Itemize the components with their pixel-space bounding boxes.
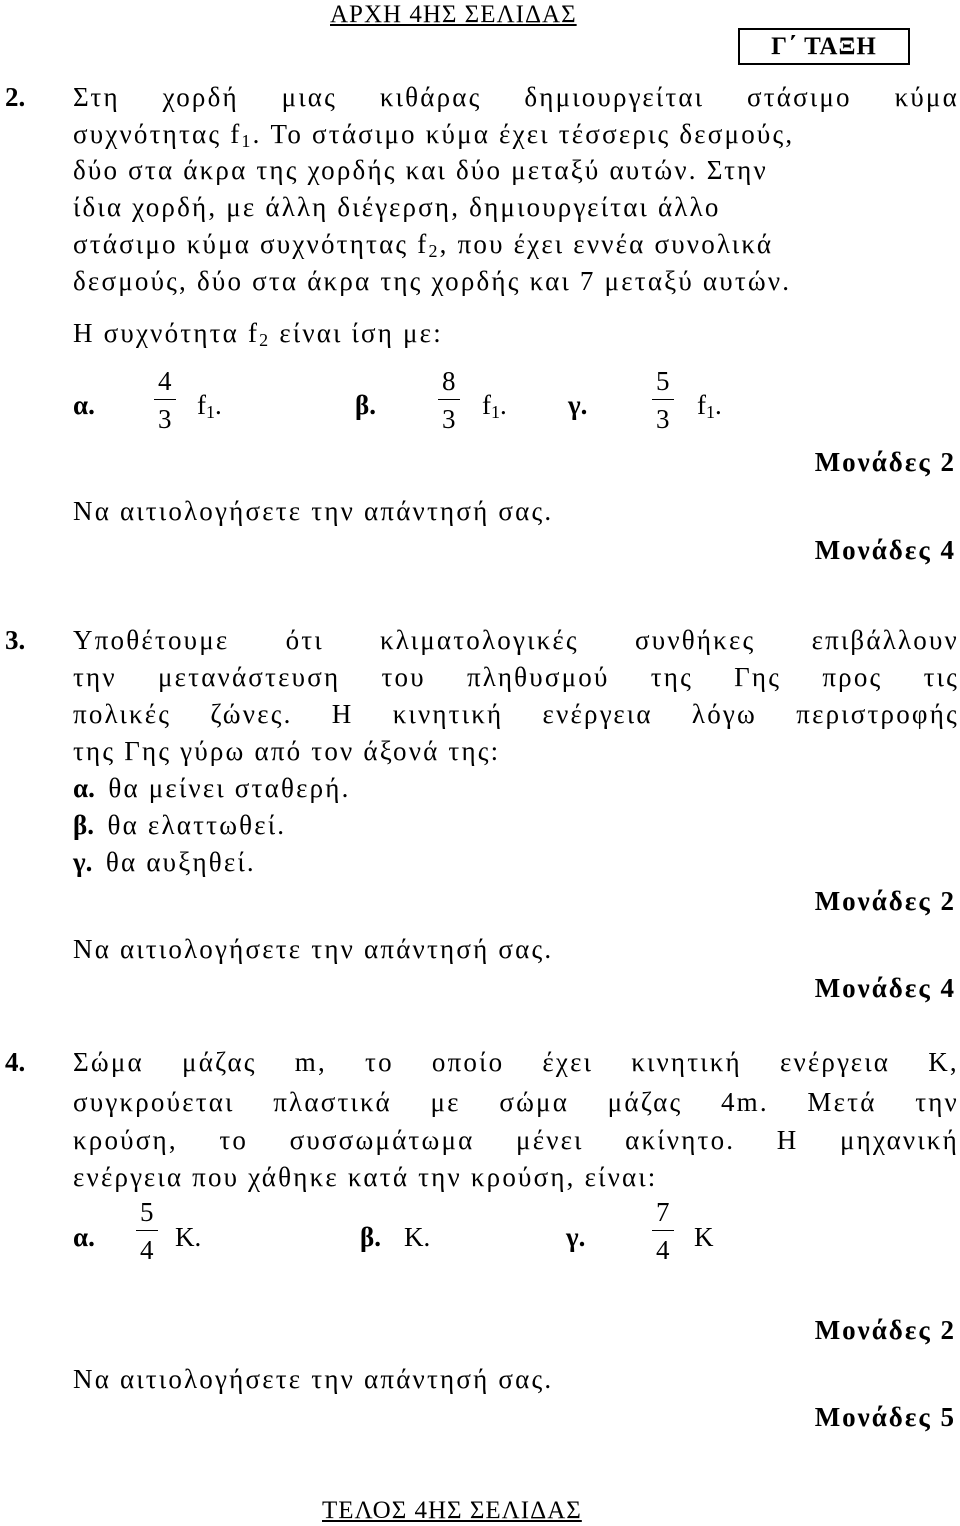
option-label: β. — [73, 810, 94, 840]
word: 4m. — [720, 1087, 769, 1117]
option-b-label: β. — [355, 390, 376, 420]
q2-line-4: ίδια χορδή, με άλλη διέγερση, δημιουργείται άλλο — [73, 192, 721, 222]
text: f — [482, 390, 491, 420]
denominator: 4 — [656, 1235, 670, 1265]
subscript: 2 — [259, 330, 271, 350]
word: σώμα — [499, 1087, 570, 1117]
word: Σώμα — [73, 1047, 144, 1077]
text: , που έχει εννέα συνολικά — [439, 229, 774, 259]
word: με — [430, 1087, 461, 1117]
word: Στη — [73, 82, 120, 112]
option-a-label: α. — [73, 1222, 95, 1252]
denominator: 4 — [140, 1235, 154, 1265]
option-c-var — [697, 392, 722, 421]
word: μιας — [281, 82, 338, 112]
question-number: 2. — [5, 82, 26, 112]
q3-line-4: της Γης γύρω από τον άξονά της: — [73, 736, 501, 766]
word: μένει — [516, 1125, 584, 1155]
word: του — [381, 662, 426, 692]
denominator: 3 — [158, 404, 172, 434]
text: f — [697, 390, 706, 420]
word: περιστροφής — [796, 699, 959, 729]
option-a-label: α. — [73, 390, 95, 420]
q3-line-2 — [73, 664, 959, 691]
text: στάσιμο κύμα συχνότητας f — [73, 229, 429, 259]
option-text: θα μείνει σταθερή. — [108, 773, 351, 803]
word: συγκρούεται — [73, 1087, 235, 1117]
word: κλιματολογικές — [380, 625, 579, 655]
word: τις — [923, 662, 959, 692]
option-text: θα αυξηθεί. — [105, 847, 256, 877]
q4-line-3 — [73, 1127, 959, 1154]
q4-line-2 — [73, 1089, 959, 1116]
points-2: Μονάδες 2 — [814, 447, 956, 477]
q3-line-3 — [73, 701, 959, 728]
word: έχει — [542, 1047, 594, 1077]
option-a-fraction — [148, 368, 182, 433]
word: Μετά — [807, 1087, 877, 1117]
option-b-label: β. — [360, 1222, 381, 1252]
text: Η συχνότητα f — [73, 318, 260, 348]
word: κρούση, — [73, 1125, 178, 1155]
option-c — [73, 849, 256, 876]
numerator: 4 — [154, 368, 176, 400]
word: πολικές — [73, 699, 172, 729]
q4-line-4: ενέργεια που χάθηκε κατά την κρούση, είναι: — [73, 1162, 658, 1192]
word: την — [915, 1087, 959, 1117]
word: m, — [294, 1047, 327, 1077]
word: Γης — [734, 662, 782, 692]
subscript: 2 — [428, 241, 440, 261]
q2-line-1 — [73, 84, 959, 111]
denominator: 3 — [656, 404, 670, 434]
question-number: 4. — [5, 1047, 26, 1077]
q2-line-2 — [73, 121, 794, 150]
option-text: θα ελαττωθεί. — [107, 810, 287, 840]
numerator: 5 — [136, 1199, 158, 1231]
q2-line-3: δύο στα άκρα της χορδής και δύο μεταξύ αυτών. Στην — [73, 155, 768, 185]
question-number: 3. — [5, 625, 26, 655]
option-c-fraction — [646, 1199, 680, 1264]
word: Η — [331, 699, 354, 729]
word: χορδή — [162, 82, 239, 112]
option-b-fraction — [432, 368, 466, 433]
page-header-top: ΑΡΧΗ 4ΗΣ ΣΕΛΙΔΑΣ — [330, 1, 577, 28]
word: της — [650, 662, 693, 692]
text: . Το στάσιμο κύμα έχει τέσσερις δεσμούς, — [252, 119, 795, 149]
points-4: Μονάδες 4 — [814, 535, 956, 565]
word: ενέργεια — [542, 699, 653, 729]
word: προς — [822, 662, 883, 692]
word: δημιουργείται — [524, 82, 705, 112]
word: Υποθέτουμε — [73, 625, 230, 655]
option-c-label: γ. — [566, 1222, 586, 1252]
numerator: 7 — [652, 1199, 674, 1231]
word: ακίνητο. — [625, 1125, 736, 1155]
word: Κ, — [928, 1047, 959, 1077]
option-a-fraction — [130, 1199, 164, 1264]
word: Η — [776, 1125, 799, 1155]
word: ενέργεια — [779, 1047, 891, 1077]
option-a — [73, 775, 351, 802]
q4-line-1 — [73, 1049, 959, 1076]
points-5: Μονάδες 5 — [814, 1402, 956, 1432]
subscript: 1 — [491, 402, 500, 422]
q2-line-6: δεσμούς, δύο στα άκρα της χορδής και 7 μεταξύ αυτών. — [73, 266, 792, 296]
word: λόγω — [691, 699, 758, 729]
word: στάσιμο — [747, 82, 852, 112]
option-label: α. — [73, 773, 95, 803]
word: επιβάλλουν — [811, 625, 959, 655]
word: κιθάρας — [379, 82, 482, 112]
text: . — [500, 390, 507, 420]
word: το — [219, 1125, 249, 1155]
option-a-text: Κ. — [175, 1222, 202, 1252]
word: κινητική — [392, 699, 504, 729]
word: ότι — [285, 625, 324, 655]
option-b-text: Κ. — [404, 1222, 431, 1252]
justify-instruction: Να αιτιολογήσετε την απάντησή σας. — [73, 1364, 554, 1394]
option-a-var — [197, 392, 222, 421]
numerator: 8 — [438, 368, 460, 400]
points-4: Μονάδες 4 — [814, 973, 956, 1003]
text: f — [197, 390, 206, 420]
word: κύμα — [894, 82, 959, 112]
word: κινητική — [631, 1047, 742, 1077]
class-badge: Γ΄ ΤΑΞΗ — [738, 28, 910, 65]
q2-line-7 — [73, 320, 443, 349]
text: είναι ίση με: — [270, 318, 443, 348]
word: πληθυσμού — [466, 662, 610, 692]
word: μηχανική — [839, 1125, 959, 1155]
option-c-text: Κ — [694, 1222, 714, 1252]
word: μάζας — [182, 1047, 257, 1077]
word: πλαστικά — [273, 1087, 392, 1117]
q3-line-1 — [73, 627, 959, 654]
word: οποίο — [431, 1047, 505, 1077]
word: μετανάστευση — [157, 662, 341, 692]
text: . — [715, 390, 722, 420]
option-c-label: γ. — [568, 390, 588, 420]
q2-line-5 — [73, 231, 773, 260]
word: ζώνες. — [210, 699, 293, 729]
option-b-var — [482, 392, 507, 421]
justify-instruction: Να αιτιολογήσετε την απάντησή σας. — [73, 934, 554, 964]
subscript: 1 — [206, 402, 215, 422]
numerator: 5 — [652, 368, 674, 400]
word: μάζας — [607, 1087, 683, 1117]
points-2: Μονάδες 2 — [814, 886, 956, 916]
text: συχνότητας f — [73, 119, 242, 149]
text: . — [215, 390, 222, 420]
subscript: 1 — [241, 131, 253, 151]
denominator: 3 — [442, 404, 456, 434]
option-label: γ. — [73, 847, 93, 877]
word: το — [365, 1047, 394, 1077]
subscript: 1 — [706, 402, 715, 422]
word: συσσωμάτωμα — [289, 1125, 475, 1155]
option-b — [73, 812, 286, 839]
page-footer: ΤΕΛΟΣ 4ΗΣ ΣΕΛΙΔΑΣ — [322, 1497, 582, 1524]
justify-instruction: Να αιτιολογήσετε την απάντησή σας. — [73, 496, 554, 526]
word: συνθήκες — [635, 625, 756, 655]
option-c-fraction — [646, 368, 680, 433]
word: την — [73, 662, 117, 692]
points-2: Μονάδες 2 — [814, 1315, 956, 1345]
